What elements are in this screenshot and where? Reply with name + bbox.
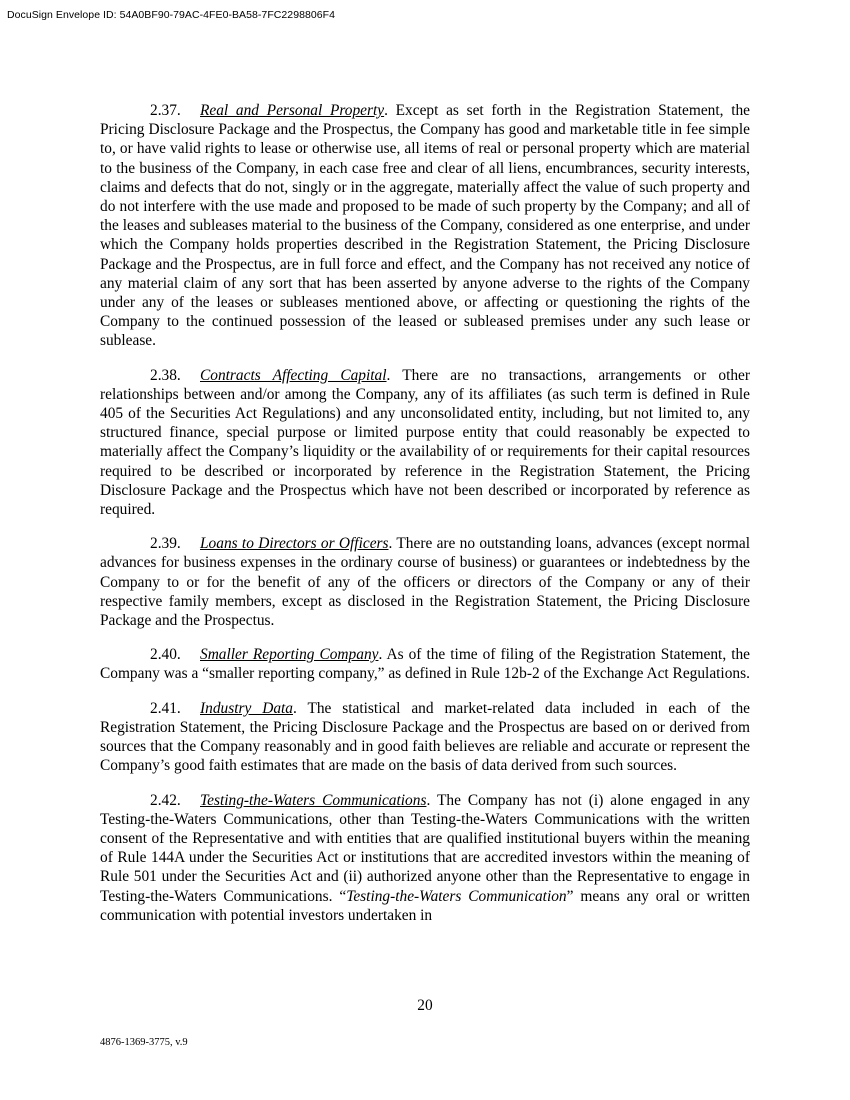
section-text-tail: ” means any oral or written communication with potential investors undertaken in [100,887,751,924]
section-heading: Loans to Directors or Officers [200,535,389,553]
section-2-42 [100,791,750,925]
docusign-envelope-id: DocuSign Envelope ID: 54A0BF90-79AC-4FE0-BA58-7FC2298806F4 [7,9,335,21]
section-number: 2.39. [150,535,181,553]
section-2-39 [100,534,750,630]
section-2-41 [100,699,750,776]
document-body [100,101,750,940]
section-2-37 [100,101,750,351]
section-number: 2.37. [150,102,181,119]
document-id: 4876-1369-3775, v.9 [100,1037,188,1048]
section-text: . As of the time of filing of the Registration Statement, the Company was a “smaller reporting company,” as defined in Rule 12b-2 of the Exchange Act Regulations. [100,646,750,683]
section-number: 2.41. [150,699,181,717]
section-text: . Except as set forth in the Registration Statement, the Pricing Disclosure Package and the Prospectus, the Company has good and marketable title in fee simple to, or have valid rights to lease or otherwise use, all items of real or personal property which are material to the business of the Company, in each case free and clear of all liens, encumbrances, security interests, claims and defects that do not, singly or in the aggregate, materially affect the value of such property and do not interfere with the use made and proposed to be made of such property by the Company; and all of the leases and subleases material to the business of the Company, considered as one enterprise, and under which the Company holds properties described in the Registration Statement, the Pricing Disclosure Package and the Prospectus, are in full force and effect, and the Company has not received any notice of any material claim of any sort that has been asserted by anyone adverse to the rights of the Company under any of the leases or subleases mentioned above, or affecting or questioning the rights of the Company to the continued possession of the leased or subleased premises under any such lease or sublease. [100,102,751,350]
section-number: 2.42. [150,791,181,809]
section-heading: Industry Data [200,699,293,717]
section-text: . There are no outstanding loans, advances (except normal advances for business expenses in the ordinary course of business) or guarantees or indebtedness by the Company to or for the benefit of any of the officers or directors of the Company or any of their respective family members, except as disclosed in the Registration Statement, the Pricing Disclosure Package and the Prospectus. [100,535,750,630]
section-number: 2.40. [150,646,181,664]
section-heading: Smaller Reporting Company [200,646,379,664]
section-number: 2.38. [150,366,181,384]
section-2-38 [100,366,750,520]
section-heading: Contracts Affecting Capital [200,366,387,384]
section-text: . The statistical and market-related data included in each of the Registration Statement, the Pricing Disclosure Package and the Prospectus are based on or derived from sources that the Company reasonably and in good faith believes are reliable and accurate or represent the Company’s good faith estimates that are made on the basis of data derived from such sources. [100,699,750,775]
section-2-40 [100,645,750,683]
section-heading: Real and Personal Property [200,102,385,119]
section-text: . There are no transactions, arrangements or other relationships between and/or among the Company, any of its affiliates (as such term is defined in Rule 405 of the Securities Act Regulations) and any unconsolidated entity, including, but not limited to, any structured finance, special purpose or limited purpose entity that could reasonably be expected to materially affect the Company’s liquidity or the availability of or requirements for their capital resources required to be described or incorporated by reference in the Registration Statement, the Pricing Disclosure Package and the Prospectus which have not been described or incorporated by reference as required. [100,366,751,519]
section-text: . The Company has not (i) alone engaged in any Testing-the-Waters Communications, other than Testing-the-Waters Communications with the written consent of the Representative and with entities that are qualified institutional buyers within the meaning of Rule 144A under the Securities Act or institutions that are accredited investors within the meaning of Rule 501 under the Securities Act and (ii) authorized anyone other than the Representative to engage in Testing-the-Waters Communications. “ [100,791,750,905]
page-number: 20 [417,997,433,1014]
section-heading: Testing-the-Waters Communications [200,791,427,809]
defined-term: Testing-the-Waters Communication [346,887,567,905]
